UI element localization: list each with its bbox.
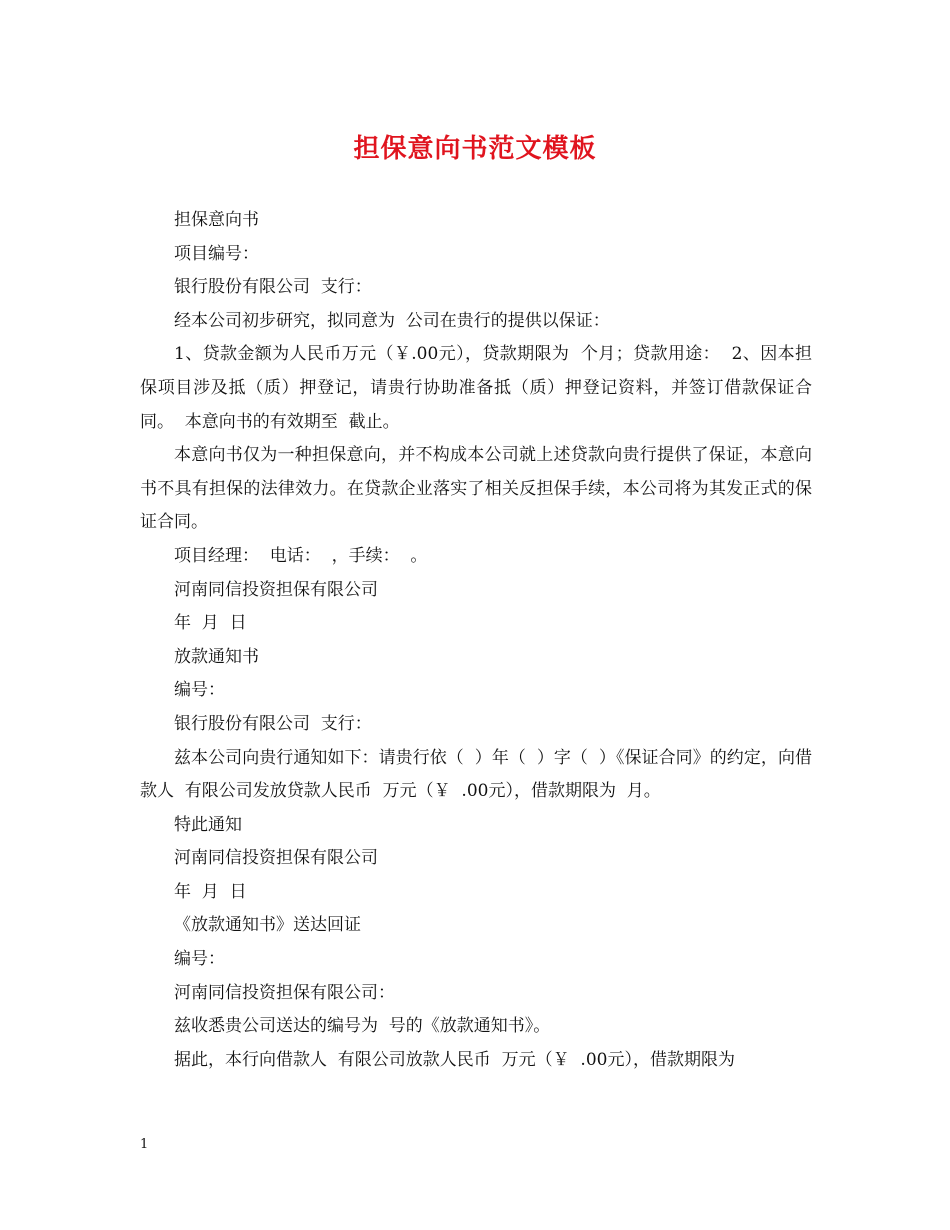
paragraph: 兹收悉贵公司送达的编号为 号的《放款通知书》。 xyxy=(174,1016,551,1037)
paragraph: 河南同信投资担保有限公司 xyxy=(174,579,378,600)
paragraph: 据此，本行向借款人 有限公司放款人民币 万元（￥ .00元），借款期限为 xyxy=(174,1049,735,1070)
paragraph: 《放款通知书》送达回证 xyxy=(174,915,361,936)
paragraph: 编号： xyxy=(174,949,225,970)
paragraph: 放款通知书 xyxy=(174,646,259,667)
document-title: 担保意向书范文模板 xyxy=(353,134,597,164)
paragraph: 年 月 日 xyxy=(174,881,247,902)
paragraph: 银行股份有限公司 支行： xyxy=(174,713,372,734)
paragraph: 担保意向书 xyxy=(174,210,259,230)
paragraph: 项目编号： xyxy=(174,243,259,264)
document-body xyxy=(140,204,812,1077)
paragraph: 银行股份有限公司 支行： xyxy=(174,277,372,298)
paragraph: 本意向书仅为一种担保意向，并不构成本公司就上述贷款向贵行提供了保证，本意向书不具有担保的法律效力。在贷款企业落实了相关反担保手续，本公司将为其发正式的保证合同。 xyxy=(140,445,812,533)
page-number: 1 xyxy=(140,1137,149,1152)
paragraph: 经本公司初步研究，拟同意为 公司在贵行的提供以保证： xyxy=(174,310,610,331)
paragraph: 河南同信投资担保有限公司： xyxy=(174,982,395,1003)
paragraph: 1、贷款金额为人民币万元（￥.00元），贷款期限为 个月；贷款用途： 2、因本担保项目涉及抵（质）押登记，请贵行协助准备抵（质）押登记资料，并签订借款保证合同。 本意向书的有效期至 截止。 xyxy=(140,344,812,432)
paragraph: 编号： xyxy=(174,680,225,701)
paragraph: 年 月 日 xyxy=(174,613,247,634)
paragraph: 河南同信投资担保有限公司 xyxy=(174,848,378,869)
paragraph: 兹本公司向贵行通知如下：请贵行依（ ）年（ ）字（ ）《保证合同》的约定，向借款人 有限公司发放贷款人民币 万元（￥ .00元），借款期限为 月。 xyxy=(140,747,812,802)
paragraph: 特此通知 xyxy=(174,814,242,835)
paragraph: 项目经理： 电话： ，手续： 。 xyxy=(174,545,428,566)
